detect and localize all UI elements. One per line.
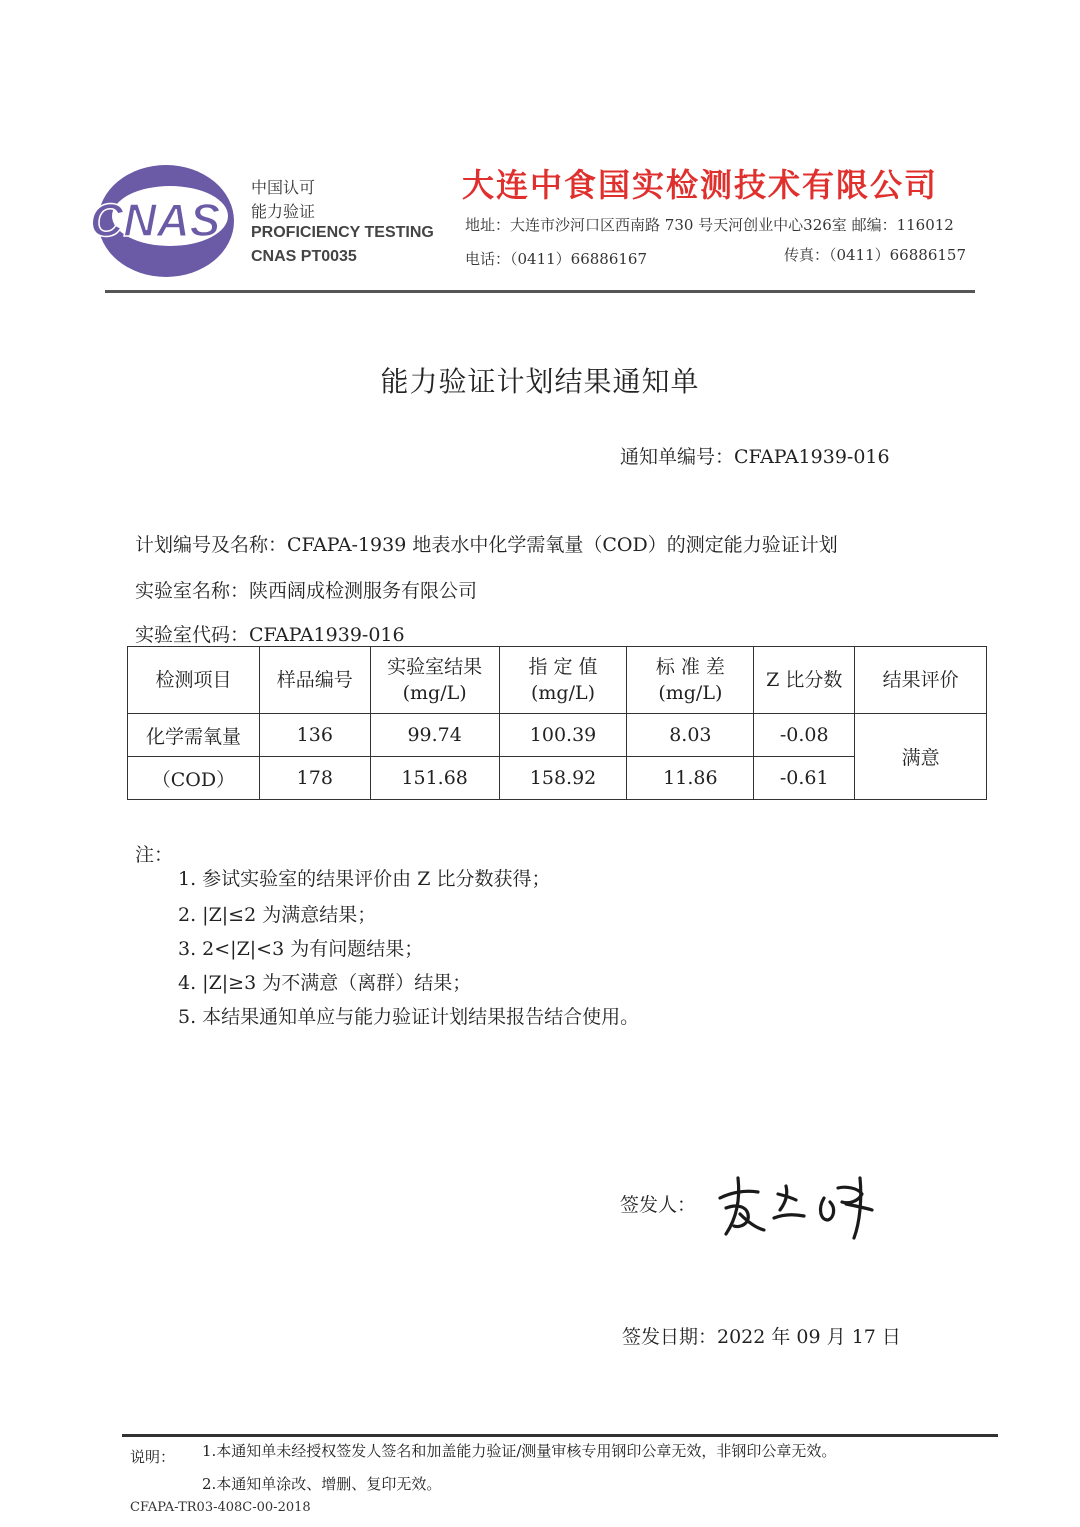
item-cell-line1: 化学需氧量 (128, 714, 260, 757)
z-cell: -0.08 (754, 714, 855, 757)
header-sample: 样品编号 (259, 647, 370, 714)
table-header-row (128, 647, 987, 714)
accreditation-en (251, 221, 434, 269)
company-fax: 传真：（0411）66886157 (783, 246, 966, 264)
result-cell: 151.68 (370, 757, 499, 800)
assigned-cell: 100.39 (499, 714, 627, 757)
note-item: 2. |Z|≤2 为满意结果； (178, 904, 377, 926)
accreditation-cn (251, 176, 315, 224)
footer-divider (122, 1434, 998, 1437)
accreditation-cn-line2: 能力验证 (251, 202, 316, 221)
company-address: 地址：大连市沙河口区西南路 730 号天河创业中心326室 邮编：116012 (465, 216, 954, 234)
results-table (127, 646, 987, 800)
header-divider (105, 290, 975, 293)
item-cell-line2: （COD） (128, 757, 260, 800)
evaluation-cell: 满意 (855, 714, 987, 800)
header-assigned-label: 指 定 值 (528, 656, 598, 678)
cnas-logo (88, 162, 238, 280)
header-item: 检测项目 (128, 647, 260, 714)
header-result-unit: (mg/L) (402, 682, 467, 704)
note-item: 3. 2<|Z|<3 为有问题结果； (178, 938, 424, 960)
sd-cell: 8.03 (627, 714, 754, 757)
svg-text:CNAS: CNAS (90, 194, 221, 246)
company-tel: 电话：（0411）66886167 (465, 250, 648, 268)
note-item: 1. 参试实验室的结果评价由 Z 比分数获得； (178, 868, 551, 890)
z-cell: -0.61 (754, 757, 855, 800)
note-item: 4. |Z|≥3 为不满意（离群）结果； (178, 972, 472, 994)
header-sd-unit: (mg/L) (658, 682, 723, 704)
header-z: Z 比分数 (754, 647, 855, 714)
footer-note-1: 1.本通知单未经授权签发人签名和加盖能力验证/测量审核专用钢印公章无效，非钢印公章无效。 (202, 1442, 837, 1460)
notes-heading: 注： (135, 844, 174, 866)
result-cell: 99.74 (370, 714, 499, 757)
note-item: 5. 本结果通知单应与能力验证计划结果报告结合使用。 (178, 1006, 640, 1028)
header-assigned-unit: (mg/L) (530, 682, 596, 704)
lab-code: 实验室代码：CFAPA1939-016 (135, 624, 405, 646)
handwritten-signature (712, 1168, 892, 1244)
header-sd (627, 647, 754, 714)
issue-date: 签发日期：2022 年 09 月 17 日 (622, 1326, 901, 1348)
cnas-code: CNAS PT0035 (251, 248, 357, 265)
header-evaluation: 结果评价 (855, 647, 987, 714)
sample-cell: 178 (259, 757, 370, 800)
assigned-cell: 158.92 (499, 757, 627, 800)
notice-number: 通知单编号：CFAPA1939-016 (620, 446, 890, 468)
header-result (370, 647, 499, 714)
accreditation-cn-line1: 中国认可 (251, 178, 316, 197)
form-code: CFAPA-TR03-408C-00-2018 (130, 1500, 311, 1515)
header-result-label: 实验室结果 (387, 656, 483, 678)
footer-note-2: 2.本通知单涂改、增删、复印无效。 (202, 1475, 442, 1493)
lab-name: 实验室名称：陕西阔成检测服务有限公司 (135, 580, 478, 602)
company-name: 大连中食国实检测技术有限公司 (462, 166, 939, 204)
proficiency-testing-label: PROFICIENCY TESTING (251, 224, 434, 241)
plan-name: 计划编号及名称：CFAPA-1939 地表水中化学需氧量（COD）的测定能力验证计划 (135, 534, 838, 556)
table-row (128, 714, 987, 757)
page-title: 能力验证计划结果通知单 (380, 365, 700, 398)
header-assigned (499, 647, 627, 714)
footer-label: 说明： (130, 1448, 176, 1466)
sd-cell: 11.86 (627, 757, 754, 800)
header-sd-label: 标 准 差 (655, 656, 725, 678)
sample-cell: 136 (259, 714, 370, 757)
signer-label: 签发人： (620, 1194, 697, 1216)
